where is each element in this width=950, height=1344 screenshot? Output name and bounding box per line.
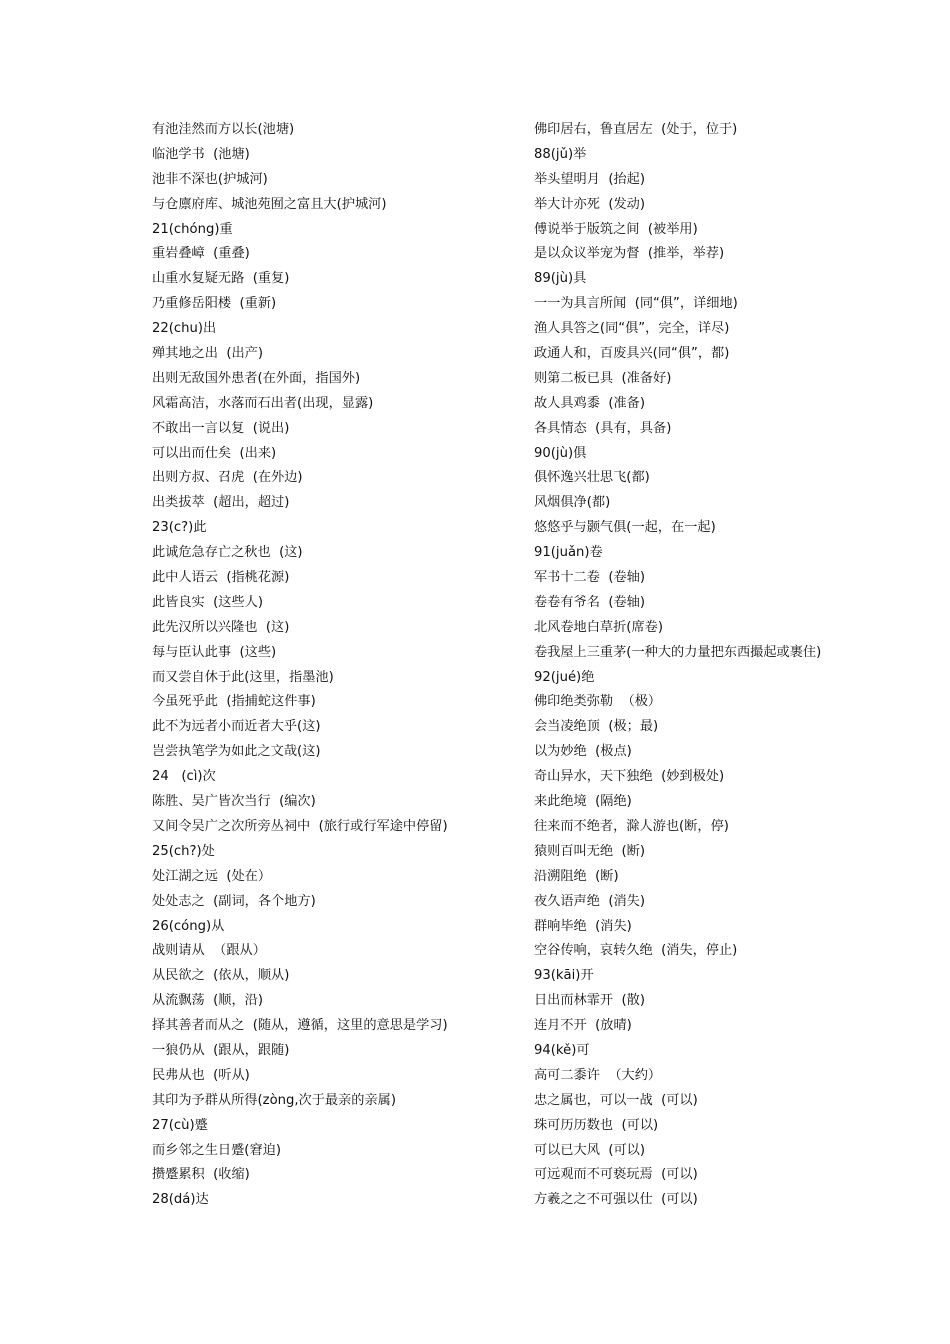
text-line: 风霜高洁，水落而石出者(出现，显露) [152,395,374,411]
text-line: 悠悠乎与颢气俱(一起，在一起) [534,520,716,536]
text-line: 一狼仍从 (跟从，跟随) [152,1042,290,1058]
text-line: 军书十二卷 (卷轴) [534,570,645,586]
text-line: 89(jù)具 [534,271,587,287]
right-column [534,118,944,1213]
text-line: 26(cóng)从 [152,918,225,934]
text-line: 24 (cì)次 [152,769,216,785]
text-line: 处江湖之远 (处在） [152,868,272,884]
text-line: 奇山异水，天下独绝 (妙到极处) [534,769,725,785]
text-line: 此中人语云 (指桃花源) [152,570,290,586]
text-line: 从流飘荡 (顺，沿) [152,993,263,1009]
text-line: 卷我屋上三重茅(一种大的力量把东西撮起或裹住) [534,644,822,660]
text-line: 则第二板已具 (准备好) [534,370,672,386]
text-line: 94(kě)可 [534,1042,590,1058]
text-line: 战则请从 （跟从） [152,943,266,959]
text-line: 22(chu)出 [152,321,217,337]
text-line: 可以已大风 (可以) [534,1142,645,1158]
text-line: 择其善者而从之 (随从，遵循，这里的意思是学习) [152,1018,448,1034]
text-line: 猿则百叫无绝 (断) [534,843,645,859]
text-line: 傅说举于版筑之间 (被举用) [534,221,698,237]
text-line: 俱怀逸兴壮思飞(都) [534,470,650,486]
text-line: 27(cù)蹙 [152,1117,208,1133]
text-line: 出则方叔、召虎 (在外边) [152,470,303,486]
text-line: 28(dá)达 [152,1192,209,1208]
text-line: 一一为具言所闻 (同“俱”，详细地) [534,296,738,312]
text-line: 出类拔萃 (超出，超过) [152,495,290,511]
text-line: 池非不深也(护城河) [152,171,268,187]
text-line: 故人具鸡黍 (准备) [534,395,645,411]
text-line: 以为妙绝 (极点) [534,744,632,760]
text-line: 今虽死乎此 (指捕蛇这件事) [152,694,316,710]
text-line: 陈胜、吴广皆次当行 (编次) [152,794,316,810]
text-line: 往来而不绝者，滁人游也(断，停) [534,818,729,834]
text-line: 此先汉所以兴隆也 (这) [152,619,290,635]
text-line: 乃重修岳阳楼 (重新) [152,296,277,312]
text-line: 渔人具答之(同“俱”，完全，详尽) [534,321,730,337]
text-line: 88(jǔ)举 [534,146,587,162]
text-line: 其印为予群从所得(zòng,次于最亲的亲属) [152,1092,397,1108]
text-line: 又间令吴广之次所旁丛祠中 (旅行或行军途中停留) [152,818,448,834]
text-line: 93(kāi)开 [534,968,594,984]
text-line: 处处志之 (副词，各个地方) [152,893,316,909]
text-line: 风烟俱净(都) [534,495,611,511]
text-line: 重岩叠嶂 (重叠) [152,246,250,262]
text-line: 23(c?)此 [152,520,207,536]
text-line: 不敢出一言以复 (说出) [152,420,290,436]
text-line: 此皆良实 (这些人) [152,594,263,610]
text-line: 岂尝执笔学为如此之文哉(这) [152,744,321,760]
text-line: 举头望明月 (抬起) [534,171,645,187]
text-line: 政通人和，百废具兴(同“俱”，都) [534,346,730,362]
text-line: 可以出而仕矣 (出来) [152,445,277,461]
text-line: 忠之属也，可以一战 (可以) [534,1092,698,1108]
text-line: 沿溯阻绝 (断) [534,868,619,884]
text-line: 此不为远者小而近者大乎(这) [152,719,321,735]
text-line: 是以众议举宠为督 (推举，举荐) [534,246,725,262]
text-line: 攒蹙累积 (收缩) [152,1167,250,1183]
text-line: 与仓廪府库、城池苑囿之富且大(护城河) [152,196,387,212]
text-line: 北风卷地白草折(席卷) [534,619,663,635]
text-line: 举大计亦死 (发动) [534,196,645,212]
text-line: 出则无敌国外患者(在外面，指国外) [152,370,361,386]
text-line: 佛印绝类弥勒 （极） [534,694,662,710]
text-line: 21(chóng)重 [152,221,233,237]
text-line: 空谷传响，哀转久绝 (消失，停止) [534,943,738,959]
text-line: 珠可历历数也 (可以) [534,1117,659,1133]
left-column [152,118,522,1213]
text-line: 卷卷有爷名 (卷轴) [534,594,645,610]
text-line: 而又尝自休于此(这里，指墨池) [152,669,334,685]
text-line: 连月不开 (放晴) [534,1018,632,1034]
text-line: 殚其地之出 (出产) [152,346,263,362]
text-line: 来此绝境 (隔绝) [534,794,632,810]
text-line: 此诚危急存亡之秋也 (这) [152,545,303,561]
text-line: 90(jù)俱 [534,445,587,461]
text-line: 有池洼然而方以长(池塘) [152,122,295,137]
text-line: 山重水复疑无路 (重复) [152,271,290,287]
text-line: 日出而林霏开 (散) [534,993,645,1009]
text-line: 每与臣认此事 (这些) [152,644,277,660]
text-line: 会当凌绝顶 (极；最) [534,719,659,735]
text-line: 91(juǎn)卷 [534,545,603,561]
text-line: 方羲之之不可强以仕 (可以) [534,1192,698,1208]
text-line: 92(jué)绝 [534,669,595,685]
text-line: 佛印居右，鲁直居左 (处于，位于) [534,122,738,137]
text-line: 高可二黍许 （大约） [534,1067,662,1083]
text-line: 25(ch?)处 [152,843,215,859]
text-line: 临池学书 (池塘) [152,146,250,162]
text-line: 而乡邻之生日蹙(窘迫) [152,1142,281,1158]
text-line: 各具情态 (具有，具备) [534,420,672,436]
text-line: 群响毕绝 (消失) [534,918,632,934]
text-line: 民弗从也 (听从) [152,1067,250,1083]
text-line: 夜久语声绝 (消失) [534,893,645,909]
text-line: 从民欲之 (依从，顺从) [152,968,290,984]
text-line: 可远观而不可亵玩焉 (可以) [534,1167,698,1183]
